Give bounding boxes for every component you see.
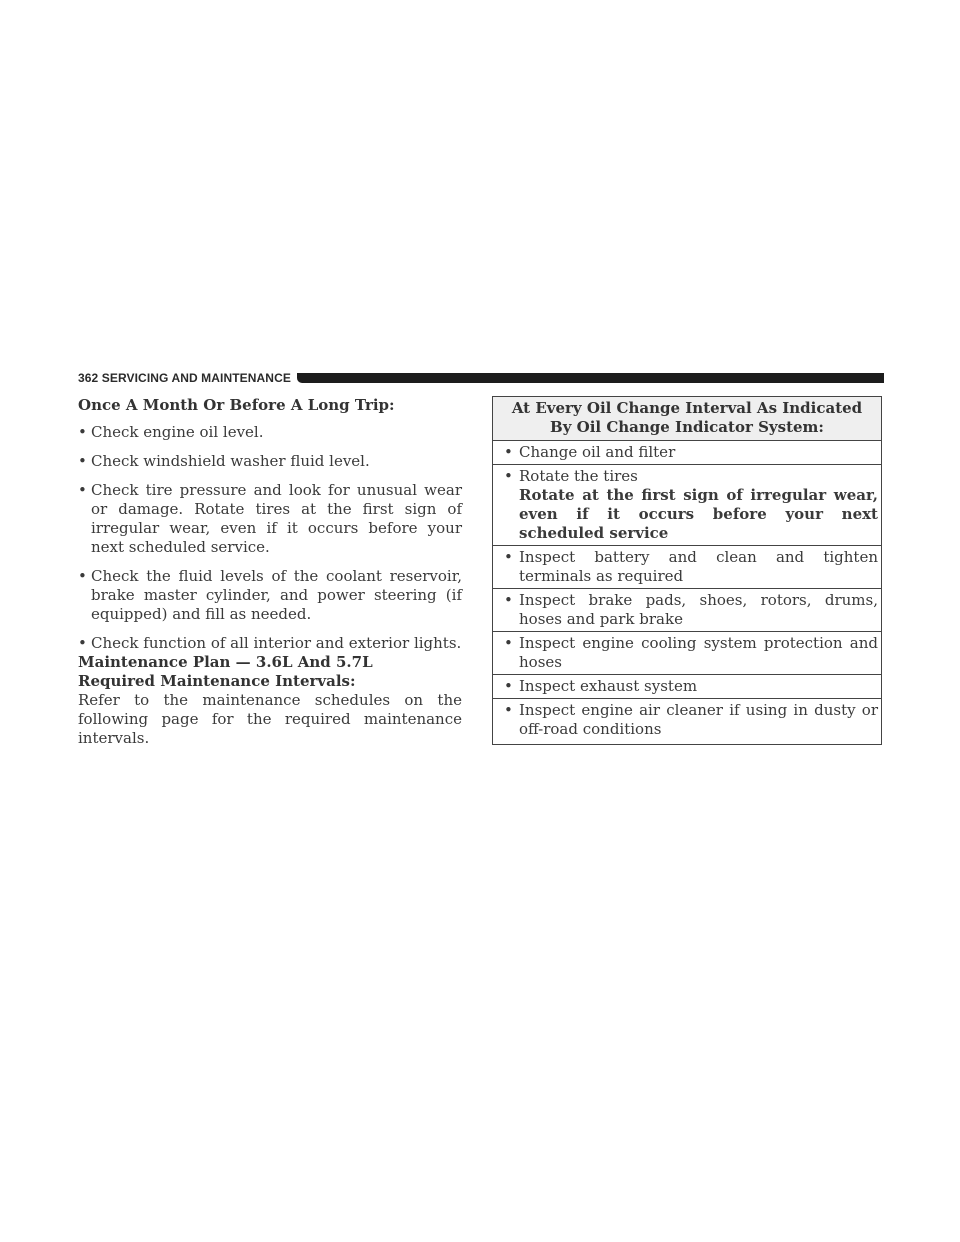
list-item xyxy=(78,481,462,557)
list-item-text: Check the fluid levels of the coolant reservoir, brake master cylinder, and power steering (if equipped) and fill as needed. xyxy=(91,567,462,623)
bullet-icon: • xyxy=(504,591,513,609)
table-row xyxy=(493,632,881,675)
table-row-text: Inspect engine air cleaner if using in dusty or off-road conditions xyxy=(519,701,878,738)
table-row-text: Inspect battery and clean and tighten terminals as required xyxy=(519,548,878,585)
bullet-icon: • xyxy=(504,677,513,695)
page-number-section-title: 362 SERVICING AND MAINTENANCE xyxy=(78,371,291,385)
bullet-icon: • xyxy=(504,634,513,652)
table-heading: At Every Oil Change Interval As Indicated By Oil Change Indicator System: xyxy=(493,397,881,441)
page-header xyxy=(78,371,884,385)
list-item-text: Check engine oil level. xyxy=(91,423,264,441)
bullet-icon: • xyxy=(504,548,513,566)
table-row-text: Rotate the tires xyxy=(519,467,638,485)
bullet-icon: • xyxy=(78,567,87,585)
list-item-text: Check function of all interior and exterior lights. xyxy=(91,634,462,652)
table-row xyxy=(493,465,881,546)
left-column xyxy=(78,396,462,748)
monthly-check-heading: Once A Month Or Before A Long Trip: xyxy=(78,396,395,414)
list-item-text: Check tire pressure and look for unusual wear or damage. Rotate tires at the first sign of irregular wear, even if it occurs before your next scheduled service. xyxy=(91,481,462,556)
table-row xyxy=(493,546,881,589)
table-row-text: Change oil and filter xyxy=(519,443,676,461)
table-row xyxy=(493,699,881,744)
maintenance-plan-heading: Maintenance Plan — 3.6L And 5.7L xyxy=(78,653,373,671)
list-item-text: Check windshield washer fluid level. xyxy=(91,452,370,470)
list-item xyxy=(78,634,462,653)
intervals-paragraph: Refer to the maintenance schedules on the following page for the required maintenance intervals. xyxy=(78,691,462,747)
list-item xyxy=(78,567,462,624)
table-row xyxy=(493,675,881,699)
table-row-text: Inspect engine cooling system protection and hoses xyxy=(519,634,878,671)
bullet-icon: • xyxy=(504,467,513,485)
bullet-icon: • xyxy=(78,481,87,499)
table-row xyxy=(493,589,881,632)
table-row xyxy=(493,441,881,465)
table-row-note: Rotate at the first sign of irregular wear, even if it occurs before your next scheduled service xyxy=(519,486,878,542)
list-item xyxy=(78,452,462,471)
monthly-check-list xyxy=(78,423,462,653)
bullet-icon: • xyxy=(78,423,87,441)
bullet-icon: • xyxy=(78,452,87,470)
list-item xyxy=(78,423,462,442)
oil-change-interval-table xyxy=(492,396,882,745)
required-intervals-heading: Required Maintenance Intervals: xyxy=(78,672,356,690)
table-row-text: Inspect brake pads, shoes, rotors, drums, hoses and park brake xyxy=(519,591,878,628)
bullet-icon: • xyxy=(78,634,87,652)
table-row-text: Inspect exhaust system xyxy=(519,677,698,695)
header-rule xyxy=(297,373,884,383)
bullet-icon: • xyxy=(504,443,513,461)
bullet-icon: • xyxy=(504,701,513,719)
